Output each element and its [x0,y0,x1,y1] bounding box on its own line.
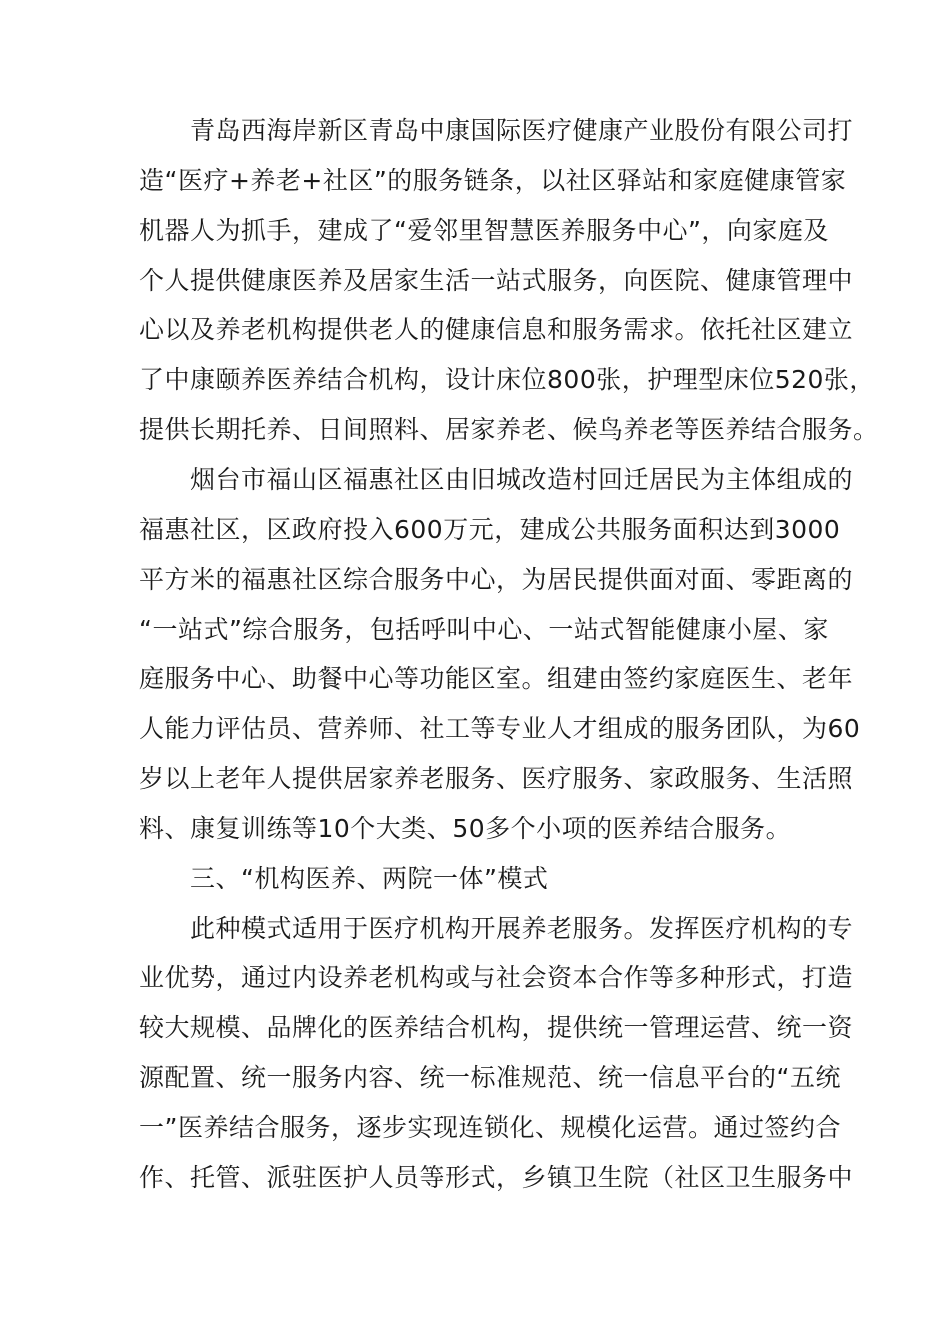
paragraph-2-line-6: 人能力评估员、营养师、社工等专业人才组成的服务团队，为60 [139,714,861,743]
paragraph-2-line-5: 庭服务中心、助餐中心等功能区室。组建由签约家庭医生、老年 [139,664,854,693]
paragraph-2-line-8: 料、康复训练等10个大类、50多个小项的医养结合服务。 [139,814,792,843]
paragraph-2-line-2: 福惠社区，区政府投入600万元，建成公共服务面积达到3000 [139,515,841,544]
paragraph-2-line-7: 岁以上老年人提供居家养老服务、医疗服务、家政服务、生活照 [139,764,854,793]
paragraph-1-line-2: 造“医疗+养老+社区”的服务链条，以社区驿站和家庭健康管家 [139,166,847,195]
paragraph-3-line-4: 源配置、统一服务内容、统一标准规范、统一信息平台的“五统 [139,1063,841,1092]
paragraph-3-line-6: 作、托管、派驻医护人员等形式，乡镇卫生院（社区卫生服务中 [139,1163,854,1192]
paragraph-1-line-5: 心以及养老机构提供老人的健康信息和服务需求。依托社区建立 [139,315,854,344]
paragraph-2-line-1: 烟台市福山区福惠社区由旧城改造村回迁居民为主体组成的 [190,465,854,494]
paragraph-1-line-7: 提供长期托养、日间照料、居家养老、候鸟养老等医养结合服务。 [139,415,879,444]
paragraph-3-line-1: 此种模式适用于医疗机构开展养老服务。发挥医疗机构的专 [190,914,854,943]
paragraph-1-line-3: 机器人为抓手，建成了“爱邻里智慧医养服务中心”，向家庭及 [139,216,829,245]
paragraph-2-line-3: 平方米的福惠社区综合服务中心，为居民提供面对面、零距离的 [139,565,854,594]
paragraph-1-line-6: 了中康颐养医养结合机构，设计床位800张，护理型床位520张， [139,365,875,394]
paragraph-1-line-4: 个人提供健康医养及居家生活一站式服务，向医院、健康管理中 [139,266,854,295]
paragraph-3-line-3: 较大规模、品牌化的医养结合机构，提供统一管理运营、统一资 [139,1013,854,1042]
paragraph-3-line-5: 一”医养结合服务，逐步实现连锁化、规模化运营。通过签约合 [139,1113,841,1142]
paragraph-1-line-1: 青岛西海岸新区青岛中康国际医疗健康产业股份有限公司打 [190,116,854,145]
paragraph-3-line-2: 业优势，通过内设养老机构或与社会资本合作等多种形式，打造 [139,963,854,992]
section-heading: 三、“机构医养、两院一体”模式 [190,864,549,893]
paragraph-2-line-4: “一站式”综合服务，包括呼叫中心、一站式智能健康小屋、家 [139,615,829,644]
